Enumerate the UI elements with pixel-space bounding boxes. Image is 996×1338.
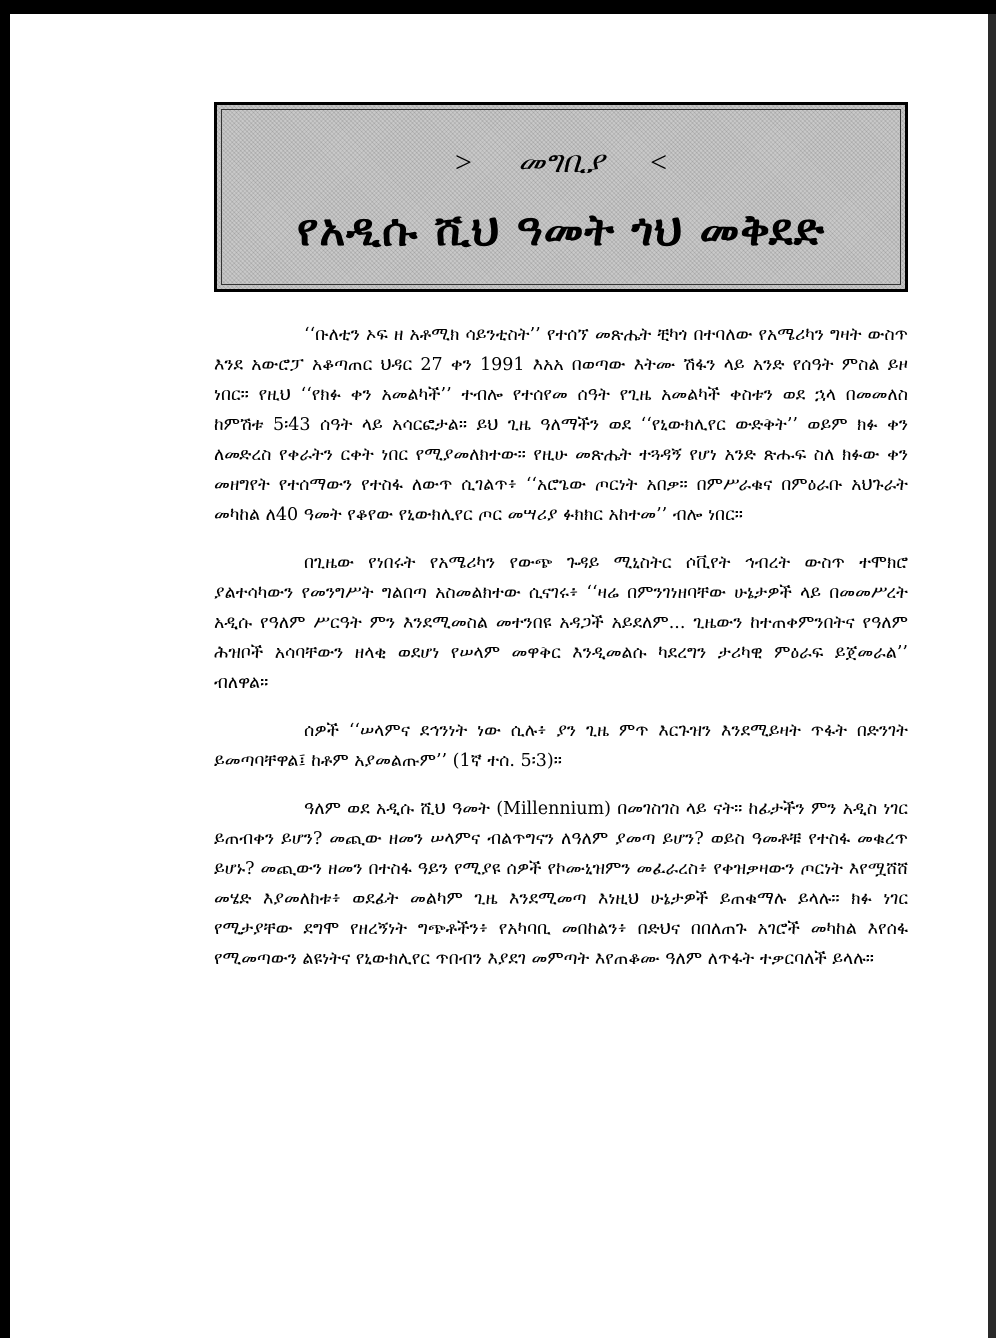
- section-label: መግቢያ: [517, 145, 605, 180]
- paragraph: ዓለም ወደ አዲሱ ሺህ ዓመት (Millennium) በመገስገስ ላይ ናት። ከፊታችን ምን አዲስ ነገር ይጠብቀን ይሆን? መጪው ዘመን ሠላምና ብልጥግናን ለዓለም ያመጣ ይሆን? ወይስ ዓመቶቹ የተስፋ መቁረጥ ይሆኑ? መጪውን ዘመን በተስፋ ዓይን የሚያዩ ሰዎች የኮሙኒዝምን መፈራረስ፥ የቀዝቃዛውን ጦርነት እየሟሸሸ መሄድ እያመለከቱ፥ ወደፊት መልካም ጊዜ እንደሚመጣ እነዚህ ሁኔታዎች ይጠቁማሉ ይላሉ። ክፉ ነገር የሚታያቸው ደግሞ የዘረኝነት ግጭቶችን፥ የአካባቢ መበከልን፥ በድህና በበለጠጉ አገሮች መካከል እየሰፋ የሚመጣውን ልዩነትና የኒውክሊየር ጥበብን እያደገ መምጣት እየጠቆሙ ዓለም ለጥፋት ተቃርባለች ይላሉ።: [214, 799, 908, 969]
- paragraph: ሰዎች ‘‘ሠላምና ደኅንነት ነው ሲሉ፥ ያን ጊዜ ምጥ እርጉዝን እንደሚይዛት ጥፋት በድንገት ይመጣባቸዋል፤ ከቶም አያመልጡም’’ (1ኛ ተሰ. 5፡3)።: [214, 721, 908, 771]
- section-heading: [217, 145, 905, 180]
- paragraph: ‘‘ቡለቲን ኦፍ ዘ አቶሚክ ሳይንቲስት’’ የተሰኘ መጽሔት ቺካጎ በተባለው የአሜሪካን ግዛት ውስጥ እንደ አውሮፓ አቆጣጠር ህዳር 27 ቀን 1991 እአአ በወጣው እትሙ ሽፋን ላይ አንድ የሰዓት ምስል ይዞ ነበር። የዚህ ‘‘የክፉ ቀን አመልካች’’ ተብሎ የተሰየመ ሰዓት የጊዜ አመልካች ቀስቱን ወደ ኋላ በመመለስ ከምሽቱ 5፡43 ሰዓት ላይ አሳርፎታል። ይህ ጊዜ ዓለማችን ወደ ‘‘የኒውክሊየር ውድቅት’’ ወይም ክፉ ቀን ለመድረስ የቀራትን ርቀት ነበር የሚያመለክተው። የዚሁ መጽሔት ተጓዳኝ የሆነ አንድ ጽሑፍ ስለ ክፉው ቀን መዘግየት የተሰማውን የተስፋ ለውጥ ሲገልጥ፥ ‘‘አሮጌው ጦርነት አበቃ። በምሥራቁና በምዕራቡ አህጉራት መካከል ለ40 ዓመት የቆየው የኒውክሊየር ጦር መሣሪያ ፉክክር አከተመ’’ ብሎ ነበር።: [214, 325, 908, 525]
- body-text: [214, 320, 908, 992]
- right-mark: <: [650, 146, 668, 179]
- title-banner: [214, 102, 908, 292]
- left-mark: >: [454, 146, 472, 179]
- page-edge: [988, 14, 996, 1338]
- paragraph: በጊዜው የነበሩት የአሜሪካን የውጭ ጉዳይ ሚኒስትር ሶቪየት ኅብረት ውስጥ ተሞክሮ ያልተሳካውን የመንግሥት ግልበጣ አስመልክተው ሲናገሩ፥ ‘‘ዛሬ በምንገነዘባቸው ሁኔታዎች ላይ በመመሥረት አዲሱ የዓለም ሥርዓት ምን እንደሚመስል መተንበዩ አዳጋች አይደለም... ጊዜውን ከተጠቀምንበትና የዓለም ሕዝቦች አሳባቸውን ዘላቂ ወደሆነ የሠላም መዋቅር እንዲመልሱ ካደረግን ታሪካዊ ምዕራፍ ይጀመራል’’ ብለዋል።: [214, 553, 908, 693]
- page-title: የአዲሱ ሺህ ዓመት ጎህ መቅደድ: [296, 205, 826, 256]
